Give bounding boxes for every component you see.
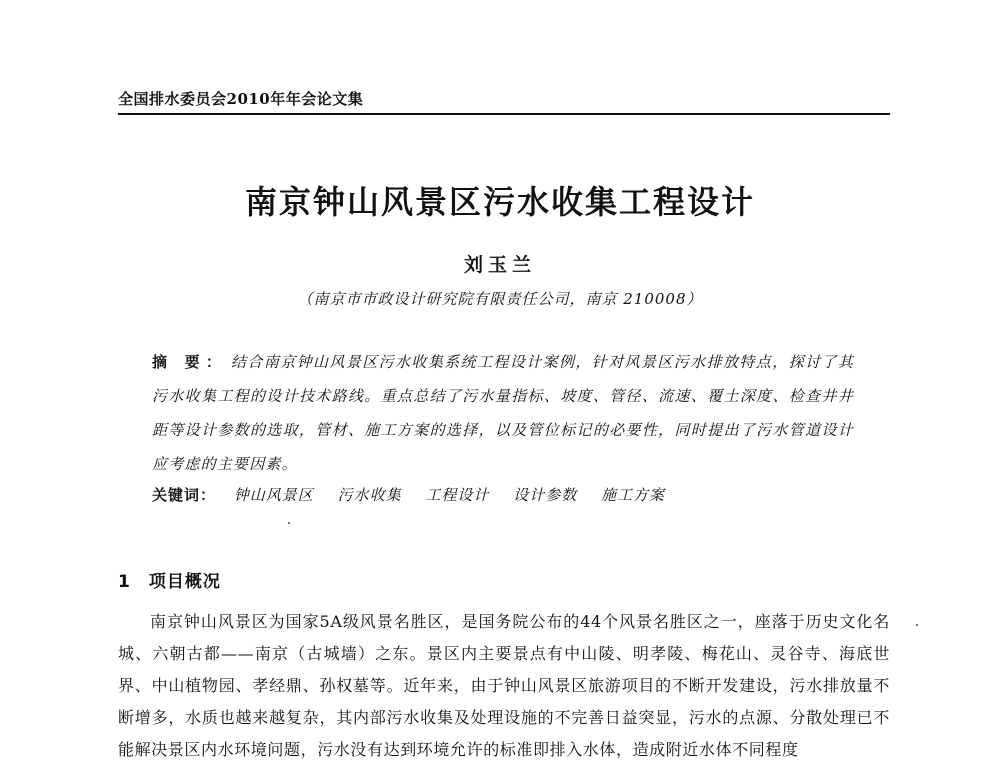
abstract-label: 摘 要：: [152, 353, 228, 371]
scan-speck: [916, 624, 918, 626]
keyword: 施工方案: [600, 486, 665, 504]
keywords-label: 关键词：: [152, 486, 217, 504]
scan-speck: [288, 522, 290, 524]
section-heading: [118, 567, 221, 592]
abstract-text: 结合南京钟山风景区污水收集系统工程设计案例，针对风景区污水排放特点，探讨了其污水收集工程的设计技术路线。重点总结了污水量指标、坡度、管径、流速、覆土深度、检查井井距等设计参数的选取，管材、施工方案的选择，以及管位标记的必要性，同时提出了污水管道设计应考虑的主要因素。: [152, 353, 854, 473]
running-header: 全国排水委员会2010年年会论文集: [118, 90, 364, 108]
body-paragraph: 南京钟山风景区为国家5A级风景名胜区，是国务院公布的44个风景名胜区之一，座落于历史文化名城、六朝古都——南京（古城墙）之东。景区内主要景点有中山陵、明孝陵、梅花山、灵谷寺、海底世界、中山植物园、孝经鼎、孙权墓等。近年来，由于钟山风景区旅游项目的不断开发建设，污水排放量不断增多，水质也越来越复杂，其内部污水收集及处理设施的不完善日益突显，污水的点源、分散处理已不能解决景区内水环境问题，污水没有达到环境允许的标准即排入水体，造成附近水体不同程度: [118, 612, 890, 759]
keywords: [152, 484, 854, 505]
author-affiliation: （南京市市政设计研究院有限责任公司，南京 210008）: [297, 290, 703, 308]
section-title: 项目概况: [148, 572, 221, 592]
header-rule: [118, 113, 890, 115]
keyword: 钟山风景区: [233, 486, 314, 504]
abstract: [152, 345, 854, 481]
paper-title: 南京钟山风景区污水收集工程设计: [244, 183, 755, 221]
author-name: 刘玉兰: [463, 254, 536, 276]
keyword: 污水收集: [337, 486, 402, 504]
section-number: 1: [118, 572, 131, 592]
keyword: 设计参数: [513, 486, 578, 504]
keyword: 工程设计: [425, 486, 490, 504]
